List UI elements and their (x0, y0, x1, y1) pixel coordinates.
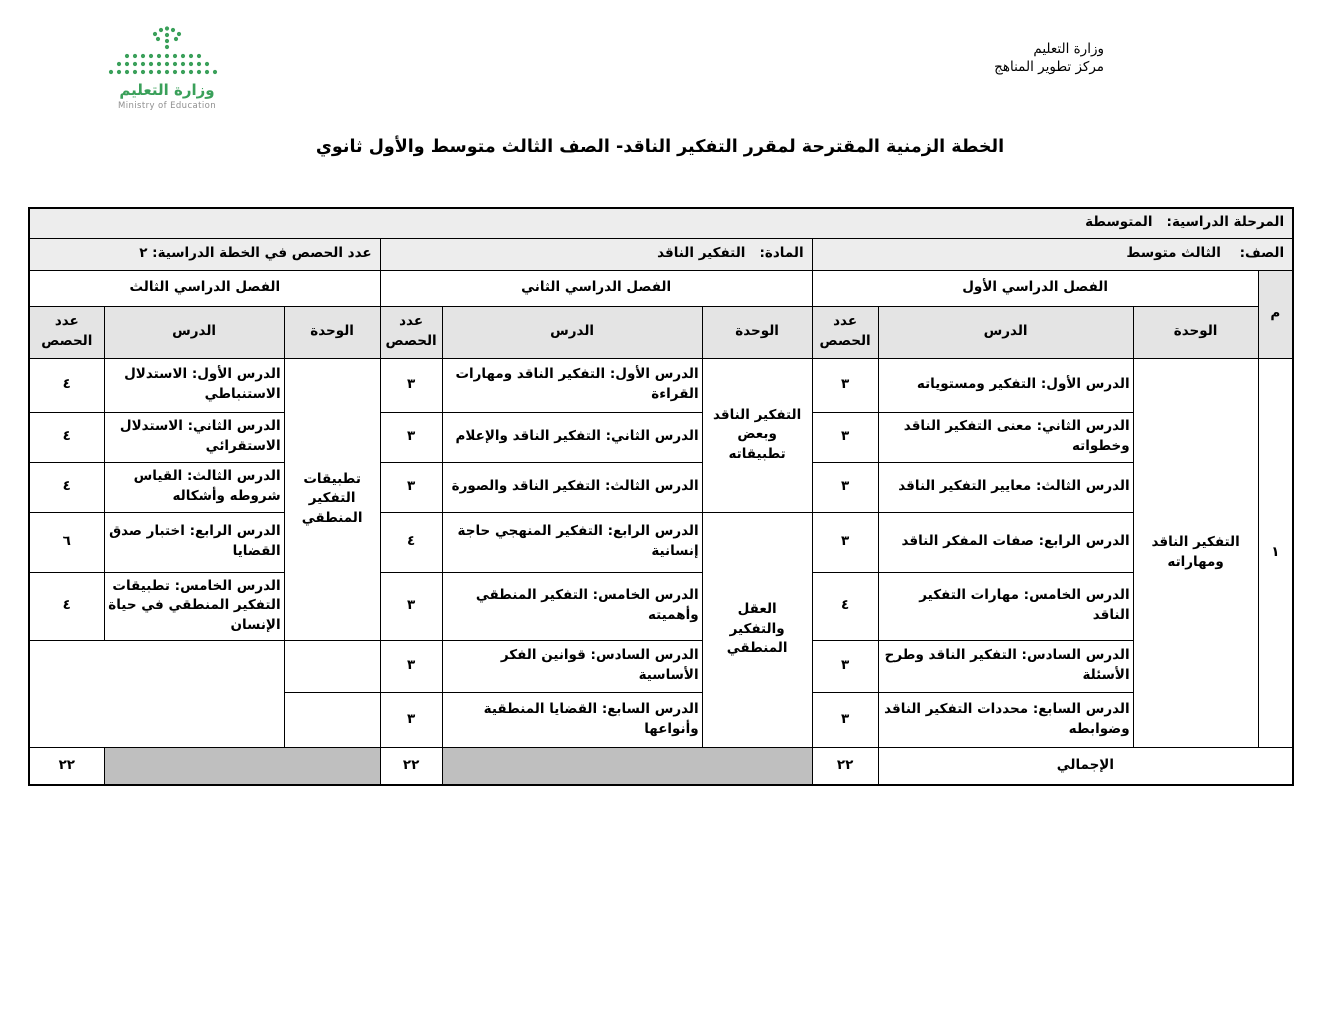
lesson-cell: الدرس الرابع: صفات المفكر الناقد (878, 512, 1133, 572)
semester-2-header: الفصل الدراسي الثاني (380, 270, 812, 306)
hours-cell: ٣ (380, 692, 442, 747)
hours-cell: ٣ (812, 512, 878, 572)
unit-cell: التفكير الناقد وبعض تطبيقاته (702, 358, 812, 512)
empty-cell (284, 640, 380, 692)
hours-cell: ٤ (29, 412, 104, 462)
subject-cell: المادة: التفكير الناقد (380, 238, 812, 270)
ministry-logo (92, 26, 242, 111)
lesson-cell: الدرس الأول: التفكير ومستوياته (878, 358, 1133, 412)
lesson-cell: الدرس الرابع: اختبار صدق القضايا (104, 512, 284, 572)
hours-cell: ٣ (812, 640, 878, 692)
hours-cell: ٣ (380, 462, 442, 512)
hours-cell: ٣ (812, 358, 878, 412)
lesson-cell: الدرس الثالث: القياس شروطه وأشكاله (104, 462, 284, 512)
hours-cell: ٣ (380, 412, 442, 462)
lesson-cell: الدرس الخامس: مهارات التفكير الناقد (878, 572, 1133, 640)
hours-cell: ٣ (812, 462, 878, 512)
total-label-cell: الإجمالي (878, 747, 1293, 785)
stage-cell: المرحلة الدراسية: المتوسطة (29, 208, 1293, 238)
semester-1-header: الفصل الدراسي الأول (812, 270, 1258, 306)
plan-hours-cell: عدد الحصص في الخطة الدراسية: ٢ (29, 238, 380, 270)
hours-cell: ٣ (812, 692, 878, 747)
total-hours-cell: ٢٢ (29, 747, 104, 785)
hours-cell: ٤ (29, 462, 104, 512)
logo-arabic-text: وزارة التعليم (119, 81, 215, 99)
ministry-name: وزارة التعليم (1033, 41, 1104, 57)
hours-cell: ٤ (380, 512, 442, 572)
lesson-cell: الدرس الأول: التفكير الناقد ومهارات القراءة (442, 358, 702, 412)
unit-column-header: الوحدة (702, 306, 812, 358)
lesson-cell: الدرس الخامس: تطبيقات التفكير المنطقي في حياة الإنسان (104, 572, 284, 640)
page-title: الخطة الزمنية المقترحة لمقرر التفكير الناقد- الصف الثالث متوسط والأول ثانوي (315, 137, 1005, 157)
total-gray-cell (104, 747, 380, 785)
empty-cell (29, 640, 284, 747)
lesson-cell: الدرس الرابع: التفكير المنهجي حاجة إنسانية (442, 512, 702, 572)
hours-cell: ٤ (29, 358, 104, 412)
total-gray-cell (442, 747, 812, 785)
lesson-cell: الدرس السادس: قوانين الفكر الأساسية (442, 640, 702, 692)
grade-cell: الصف: الثالث متوسط (812, 238, 1293, 270)
lesson-cell: الدرس الثاني: التفكير الناقد والإعلام (442, 412, 702, 462)
hours-cell: ٣ (380, 358, 442, 412)
lesson-column-header: الدرس (878, 306, 1133, 358)
hours-cell: ٦ (29, 512, 104, 572)
hours-cell: ٣ (812, 412, 878, 462)
hours-column-header: عدد الحصص (812, 306, 878, 358)
lesson-cell: الدرس السادس: التفكير الناقد وطرح الأسئلة (878, 640, 1133, 692)
lesson-cell: الدرس السابع: القضايا المنطقية وأنواعها (442, 692, 702, 747)
unit-cell: العقل والتفكير المنطقي (702, 512, 812, 747)
ministry-logo-icon (97, 26, 237, 80)
unit-cell: تطبيقات التفكير المنطقي (284, 358, 380, 640)
unit-column-header: الوحدة (284, 306, 380, 358)
unit-column-header: الوحدة (1133, 306, 1258, 358)
logo-english-text: Ministry of Education (117, 101, 217, 111)
hours-cell: ٣ (380, 572, 442, 640)
index-column-header: م (1258, 270, 1293, 358)
semester-3-header: الفصل الدراسي الثالث (29, 270, 380, 306)
lesson-cell: الدرس الخامس: التفكير المنطقي وأهميته (442, 572, 702, 640)
lesson-cell: الدرس السابع: محددات التفكير الناقد وضوابطه (878, 692, 1133, 747)
curriculum-center-name: مركز تطوير المناهج (994, 59, 1104, 76)
lesson-column-header: الدرس (442, 306, 702, 358)
total-hours-cell: ٢٢ (380, 747, 442, 785)
hours-cell: ٣ (380, 640, 442, 692)
empty-cell (284, 692, 380, 747)
ministry-header-text (994, 40, 1104, 76)
lesson-cell: الدرس الثالث: معايير التفكير الناقد (878, 462, 1133, 512)
hours-cell: ٤ (29, 572, 104, 640)
hours-cell: ٤ (812, 572, 878, 640)
total-hours-cell: ٢٢ (812, 747, 878, 785)
hours-column-header: عدد الحصص (380, 306, 442, 358)
lesson-cell: الدرس الثاني: معنى التفكير الناقد وخطواته (878, 412, 1133, 462)
index-value-cell: ١ (1258, 358, 1293, 747)
lesson-cell: الدرس الأول: الاستدلال الاستنباطي (104, 358, 284, 412)
hours-column-header: عدد الحصص (29, 306, 104, 358)
time-plan-table (28, 207, 1294, 786)
lesson-cell: الدرس الثالث: التفكير الناقد والصورة (442, 462, 702, 512)
lesson-cell: الدرس الثاني: الاستدلال الاستقرائي (104, 412, 284, 462)
unit-cell: التفكير الناقد ومهاراته (1133, 358, 1258, 747)
lesson-column-header: الدرس (104, 306, 284, 358)
